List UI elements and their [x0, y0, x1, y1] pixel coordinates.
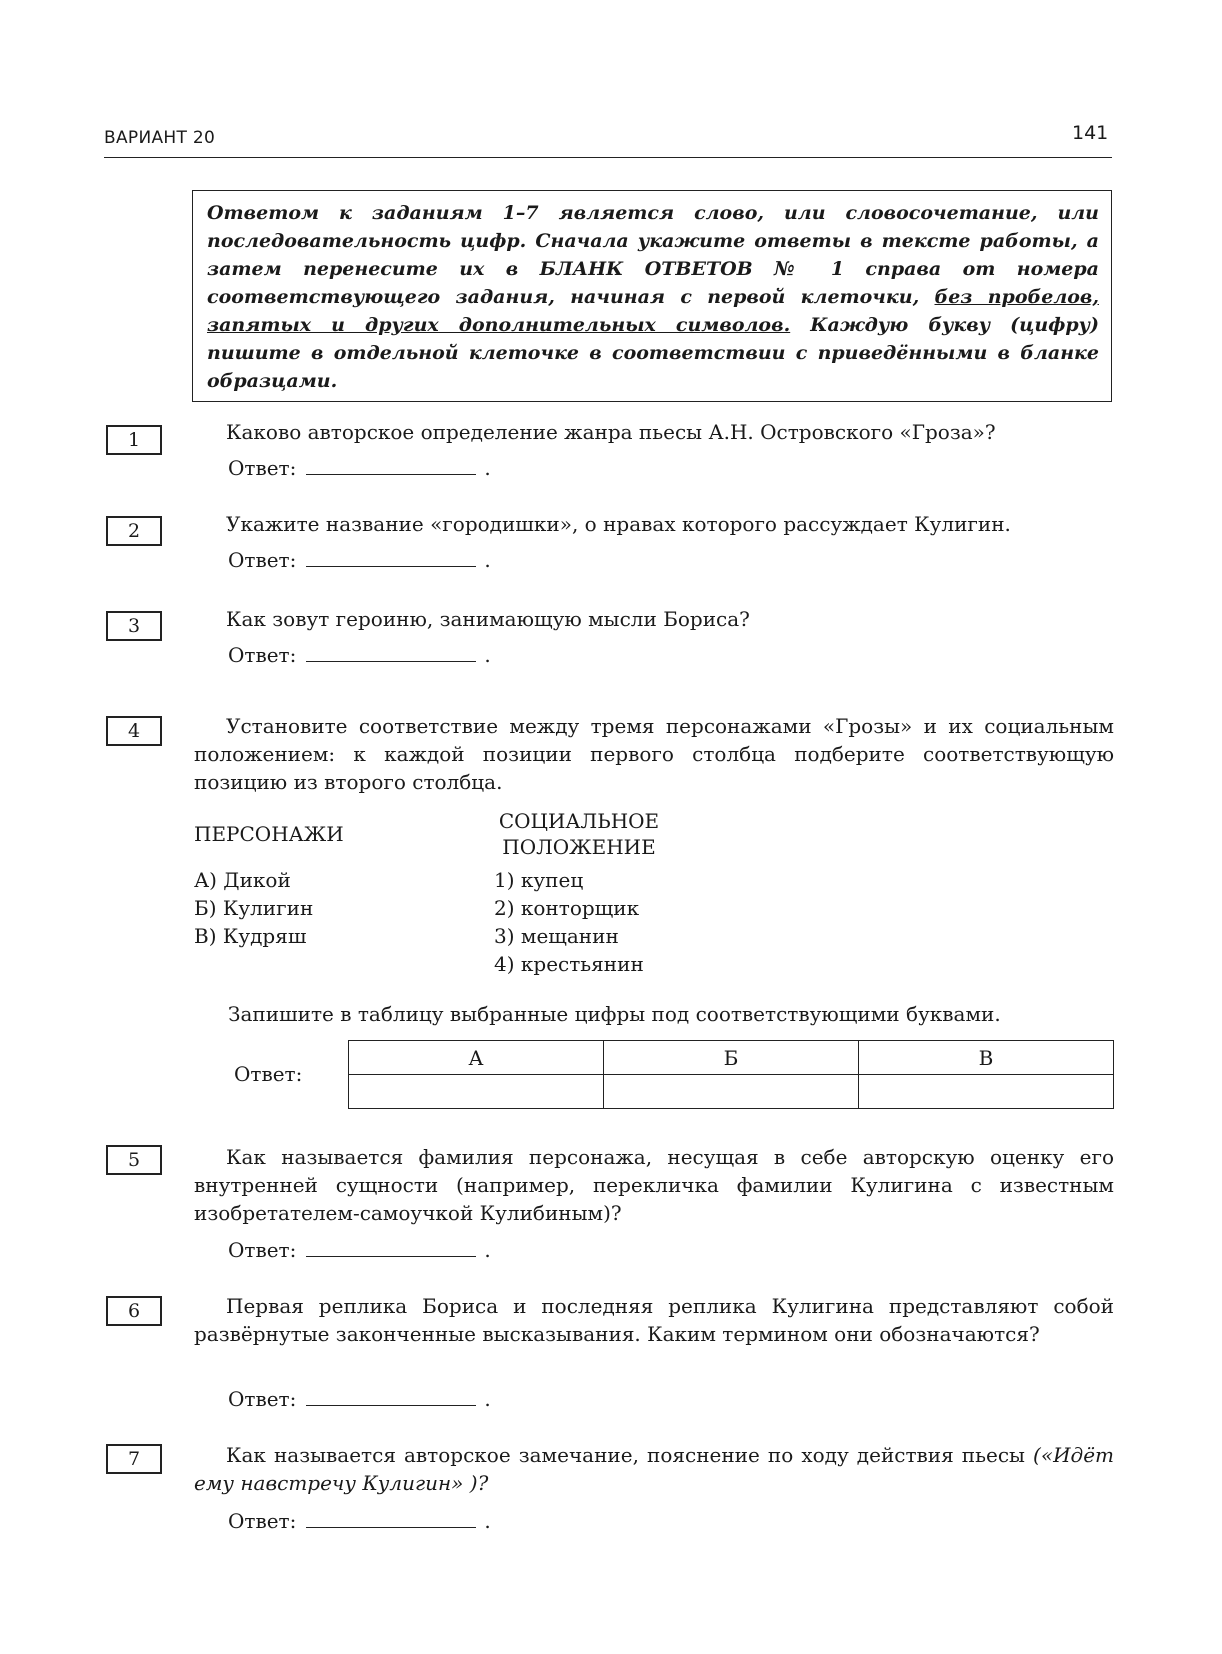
matching-left-header: ПЕРСОНАЖИ	[194, 822, 344, 846]
task-number-4: 4	[106, 716, 162, 746]
header-divider	[104, 157, 1112, 158]
question-5-text: Как называется фамилия персонажа, несущая в себе авторскую оценку его внутренней сущности (например, перекличка фамилии Кулигина с известным изобретателем-самоучкой Кулибиным)?	[194, 1145, 1114, 1225]
answer-label: Ответ:	[228, 456, 297, 480]
answer-dot: .	[484, 456, 491, 480]
table-answer-label: Ответ:	[234, 1062, 303, 1086]
answer-dot: .	[484, 1238, 491, 1262]
position-2: 2) конторщик	[494, 896, 640, 920]
table-header-a: А	[349, 1041, 604, 1075]
table-cell-v[interactable]	[859, 1075, 1114, 1109]
task-number-2: 2	[106, 516, 162, 546]
task-number-6: 6	[106, 1296, 162, 1326]
answer-table	[348, 1040, 1114, 1109]
instruction-text-2: Каждую букву (цифру) пишите в отдельной клеточке в соответствии с приведёнными в бланке образцами.	[207, 314, 1099, 392]
answer-blank[interactable]	[306, 548, 476, 567]
answer-label: Ответ:	[228, 1238, 297, 1262]
table-header-v: В	[859, 1041, 1114, 1075]
answer-line-5[interactable]	[228, 1236, 491, 1264]
answer-dot: .	[484, 548, 491, 572]
answer-dot: .	[484, 1509, 491, 1533]
answer-line-6[interactable]	[228, 1385, 491, 1413]
answer-label: Ответ:	[228, 548, 297, 572]
question-6-text: Первая реплика Бориса и последняя реплика Кулигина представляют собой развёрнутые законченные высказывания. Каким термином они обозначаются?	[194, 1294, 1114, 1346]
answer-dot: .	[484, 643, 491, 667]
matching-right-header-line2: ПОЛОЖЕНИЕ	[502, 835, 656, 859]
table-header-b: Б	[604, 1041, 859, 1075]
answer-label: Ответ:	[228, 643, 297, 667]
answer-line-7[interactable]	[228, 1507, 491, 1535]
question-7-main: Как называется авторское замечание, пояснение по ходу действия пьесы	[226, 1443, 1025, 1467]
question-3-text: Как зовут героиню, занимающую мысли Бориса?	[226, 607, 750, 631]
question-4-text: Установите соответствие между тремя персонажами «Грозы» и их социальным положением: к каждой позиции первого столбца подберите соответствующую позицию из второго столбца.	[194, 714, 1114, 794]
answer-line-2[interactable]	[228, 546, 491, 574]
task-number-7: 7	[106, 1444, 162, 1474]
character-v: В) Кудряш	[194, 924, 307, 948]
task-number-3: 3	[106, 611, 162, 641]
character-b: Б) Кулигин	[194, 896, 314, 920]
table-cell-a[interactable]	[349, 1075, 604, 1109]
instruction-box	[192, 190, 1112, 402]
answer-blank[interactable]	[306, 643, 476, 662]
answer-blank[interactable]	[306, 456, 476, 475]
question-1-text: Каково авторское определение жанра пьесы А.Н. Островского «Гроза»?	[226, 420, 996, 444]
answer-blank[interactable]	[306, 1238, 476, 1257]
question-7-italic: («Идёт ему навстречу Кулигин» )?	[194, 1443, 1115, 1495]
task-number-1: 1	[106, 425, 162, 455]
answer-dot: .	[484, 1387, 491, 1411]
answer-blank[interactable]	[306, 1509, 476, 1528]
instruction-underlined: без пробелов, запятых и других дополнительных символов.	[207, 286, 1099, 336]
position-1: 1) купец	[494, 868, 584, 892]
answer-line-1[interactable]	[228, 454, 491, 482]
instruction-text-1: Ответом к заданиям 1–7 является слово, или словосочетание, или последовательность цифр. Сначала укажите ответы в тексте работы, а затем перенесите их в БЛАНК ОТВЕТОВ № 1 справа от номера соответствующего задания, начиная с первой клеточки,	[207, 202, 1099, 308]
task-number-5: 5	[106, 1145, 162, 1175]
question-2-text: Укажите название «городишки», о нравах которого рассуждает Кулигин.	[226, 512, 1011, 536]
answer-blank[interactable]	[306, 1387, 476, 1406]
question-7-text	[194, 1441, 1114, 1497]
matching-right-header	[474, 808, 684, 860]
position-4: 4) крестьянин	[494, 952, 644, 976]
character-a: А) Дикой	[194, 868, 291, 892]
table-cell-b[interactable]	[604, 1075, 859, 1109]
matching-right-header-line1: СОЦИАЛЬНОЕ	[498, 809, 660, 833]
answer-line-3[interactable]	[228, 641, 491, 669]
answer-label: Ответ:	[228, 1387, 297, 1411]
position-3: 3) мещанин	[494, 924, 619, 948]
variant-label: ВАРИАНТ 20	[104, 128, 216, 148]
table-instruction: Запишите в таблицу выбранные цифры под соответствующими буквами.	[228, 1002, 1001, 1026]
page-number: 141	[1072, 122, 1109, 144]
answer-label: Ответ:	[228, 1509, 297, 1533]
